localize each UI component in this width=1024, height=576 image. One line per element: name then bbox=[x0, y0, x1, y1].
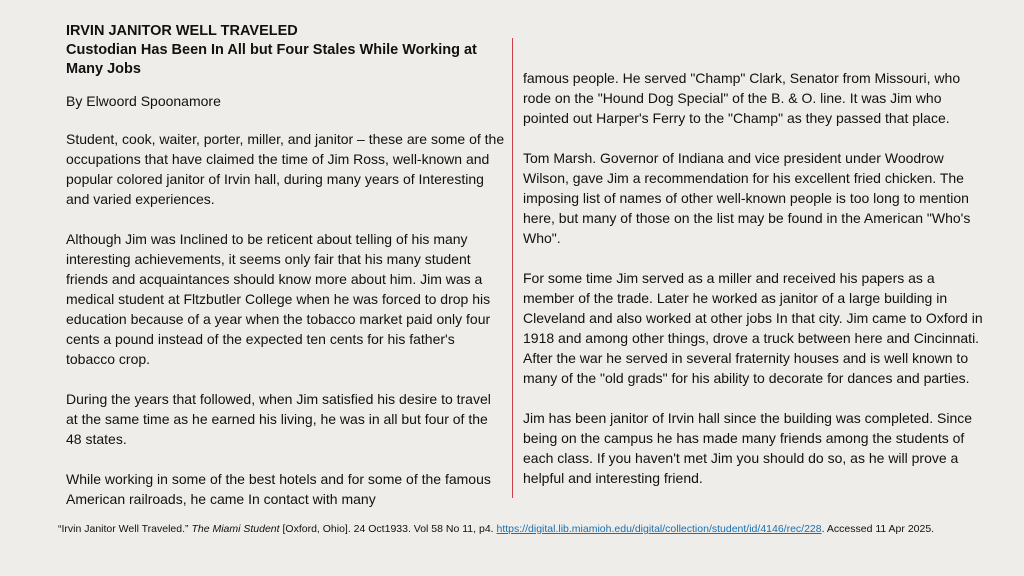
right-column bbox=[523, 68, 983, 508]
citation-link[interactable]: https://digital.lib.miamioh.edu/digital/collection/student/id/4146/rec/228 bbox=[496, 523, 822, 535]
article-paragraph: While working in some of the best hotels and for some of the famous American railroads, he came In contact with many bbox=[66, 471, 491, 507]
article-paragraph: During the years that followed, when Jim satisfied his desire to travel at the same time as he earned his living, he was in all but four of the 48 states. bbox=[66, 391, 491, 447]
citation-prefix: “Irvin Janitor Well Traveled.” bbox=[58, 523, 192, 535]
citation-suffix: . Accessed 11 Apr 2025. bbox=[821, 523, 935, 535]
article-paragraph: Jim has been janitor of Irvin hall since the building was completed. Since being on the campus he has made many friends among the students of each class. If you haven't met Jim you should do so, as he will prove a helpful and interesting friend. bbox=[523, 410, 973, 486]
article-paragraph: famous people. He served "Champ" Clark, Senator from Missouri, who rode on the "Hound Dog Special" of the B. & O. line. It was Jim who pointed out Harper's Ferry to the "Champ" as they passed that place. bbox=[523, 70, 961, 126]
article-headline: IRVIN JANITOR WELL TRAVELED bbox=[66, 23, 298, 39]
citation-publication: The Miami Student bbox=[191, 523, 280, 535]
citation bbox=[58, 522, 978, 536]
column-divider bbox=[512, 38, 513, 498]
left-column bbox=[66, 22, 506, 529]
article-paragraph: For some time Jim served as a miller and received his papers as a member of the trade. Later he worked as janitor of a large building in Cleveland and also worked at other jobs In that city. Jim came to Oxford in 1918 and among other things, drove a truck between here and Cincinnati. After the war he served in several fraternity houses and is well known to many of the "old grads" for his ability to decorate for dances and parties. bbox=[523, 270, 983, 386]
citation-details: [Oxford, Ohio]. 24 Oct1933. Vol 58 No 11, p4. bbox=[279, 523, 497, 535]
article-subheadline: Custodian Has Been In All but Four Stales While Working at Many Jobs bbox=[66, 42, 477, 77]
article-byline: By Elwoord Spoonamore bbox=[66, 93, 221, 109]
article-paragraph: Student, cook, waiter, porter, miller, and janitor – these are some of the occupations that have claimed the time of Jim Ross, well-known and popular colored janitor of Irvin hall, during many years of Interesting and varied experiences. bbox=[66, 131, 505, 207]
article-paragraph: Although Jim was Inclined to be reticent about telling of his many interesting achievements, it seems only fair that his many student friends and acquaintances should know more about him. Jim was a medical student at Fltzbutler College when he was forced to drop his education because of a year when the tobacco market paid only four cents a pound instead of the expected ten cents for his father's tobacco crop. bbox=[66, 231, 491, 367]
article-paragraph: Tom Marsh. Governor of Indiana and vice president under Woodrow Wilson, gave Jim a recommendation for his excellent fried chicken. The imposing list of names of other well-known people is too long to mention here, but many of those on the list may be found in the American "Who's Who". bbox=[523, 150, 971, 246]
